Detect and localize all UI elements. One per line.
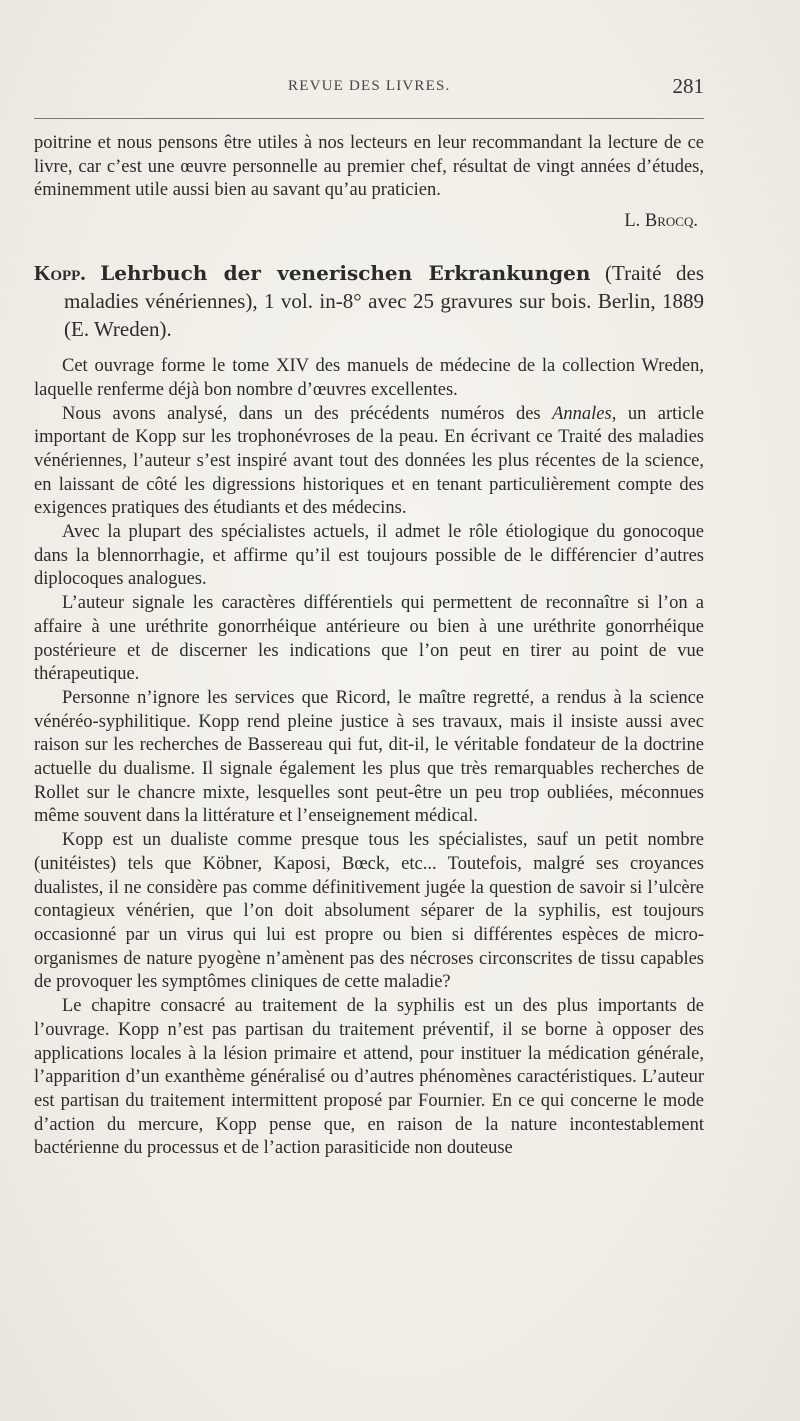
entry-details: (Traité des maladies vénériennes), 1 vol. in-8° avec 25 gravures sur bois. Berlin, 1889 (E. Wreden). [64,261,705,342]
page-number: 281 [672,74,704,98]
signature-initial: L. [624,211,641,232]
signature-name: Brocq. [644,211,698,232]
entry-author: Kopp. [34,261,86,286]
running-head: REVUE DES LIVRES. [288,78,451,94]
header-rule [34,118,704,119]
review-paragraph-6: Kopp est un dualiste comme presque tous les spécialistes, sauf un petit nombre (unitéistes) tels que Köbner, Kaposi, Bœck, etc... Toutefois, malgré ses croyances dualistes, il ne considère pas comme définitivement jugée la question de savoir si l’ulcère contagieux vénérien, que l’on doit absolument séparer de la syphilis, est toujours occasionné par un virus qui lui est propre ou bien si différentes espèces de micro-organismes de nature pyogène n’amènent pas des nécroses circonscrites de tissu capables de provoquer les symptômes cliniques de cette maladie? [34,830,704,993]
page-header [34,74,704,104]
paragraph-2-text-after: , un article important de Kopp sur les trophonévroses de la peau. En écrivant ce Traité des maladies vénériennes, l’auteur s’est inspiré avant tout des données les plus récentes de la science, en laissant de côté les digressions historiques et en tenant particulièrement compte des exigences pratiques des étudiants et des médecins. [34,403,705,519]
review-signature [34,209,698,233]
review-paragraph-2 [34,403,704,522]
intro-paragraph: poitrine et nous pensons être utiles à nos lecteurs en leur recommandant la lecture de ce livre, car c’est une œuvre personnelle au premier chef, résultat de vingt années d’études, éminemment utile aussi bien au savant qu’au praticien. [34,133,704,201]
journal-title: Annales [552,403,612,424]
page-body [34,132,704,1161]
review-paragraph-3: Avec la plupart des spécialistes actuels, il admet le rôle étiologique du gonocoque dans la blennorrhagie, et affirme qu’il est toujours possible de le différencier d’autres diplocoques analogues. [34,522,704,590]
entry-title: Lehrbuch der venerischen Erkrankungen [100,261,591,286]
review-paragraph-1: Cet ouvrage forme le tome XIV des manuels de médecine de la collection Wreden, laquelle renferme déjà bon nombre d’œuvres excellentes. [34,356,704,400]
paragraph-2-text-before: Nous avons analysé, dans un des précédents numéros des [62,403,553,424]
review-paragraph-5: Personne n’ignore les services que Ricord, le maître regretté, a rendus à la science vénéréo-syphilitique. Kopp rend pleine justice à ses travaux, mais il insiste aussi avec raison sur les recherches de Bassereau qui fut, dit-il, le véritable fondateur de la doctrine actuelle du dualisme. Il signale également les plus que très remarquables recherches de Rollet sur le chancre mixte, lesquelles sont peut-être un peu trop oubliées, méconnues même souvent dans la littérature et l’enseignement médical. [34,687,704,827]
review-paragraph-7: Le chapitre consacré au traitement de la syphilis est un des plus importants de l’ouvrage. Kopp n’est pas partisan du traitement préventif, il se borne à opposer des applications locales à la lésion primaire et attend, pour instituer la médication générale, l’apparition d’un exanthème généralisé ou d’autres phénomènes caractéristiques. L’auteur est partisan du traitement intermittent proposé par Fournier. En ce qui concerne le mode d’action du mercure, Kopp pense que, en raison de la nature incontestablement bactérienne du processus et de l’action parasiticide non douteuse [34,996,704,1159]
review-paragraph-4: L’auteur signale les caractères différentiels qui permettent de reconnaître si l’on a affaire à une uréthrite gonorrhéique antérieure ou bien à une uréthrite gonorrhéique postérieure et de discerner les indications que l’on peut en tirer au point de vue thérapeutique. [34,593,704,685]
review-entry-heading [34,259,704,343]
